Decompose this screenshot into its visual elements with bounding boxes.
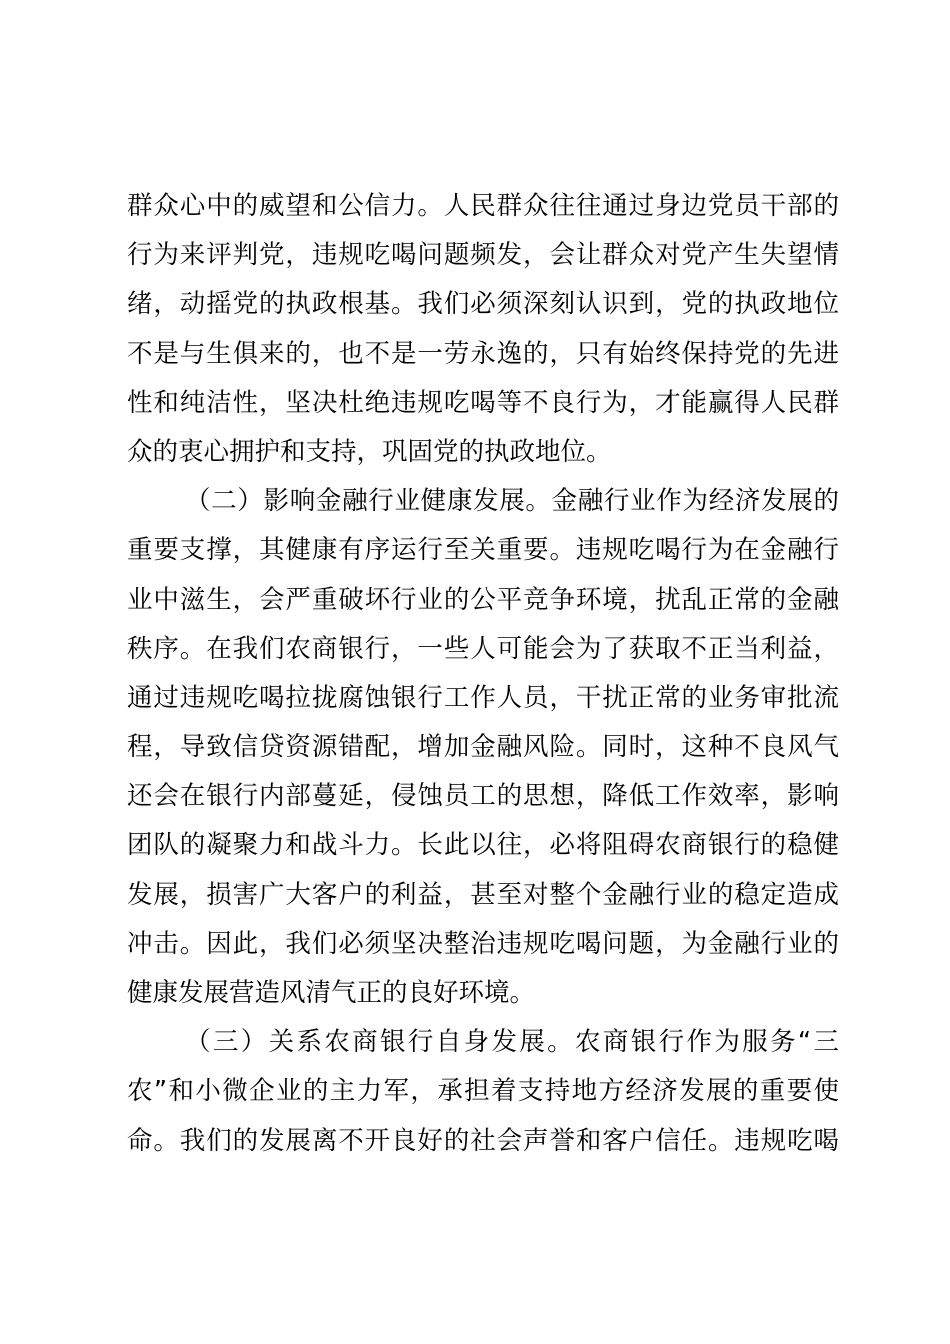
text-line: 农”和小微企业的主力军，承担着支持地方经济发展的重要使: [127, 1076, 839, 1107]
text-line: 不是与生俱来的，也不是一劳永逸的，只有始终保持党的先进: [127, 338, 839, 369]
text-line: 发展，损害广大客户的利益，甚至对整个金融行业的稳定造成: [127, 879, 839, 910]
text-line: 重要支撑，其健康有序运行至关重要。违规吃喝行为在金融行: [127, 535, 839, 566]
text-line: 健康发展营造风清气正的良好环境。: [127, 978, 536, 1008]
text-line: 秩序。在我们农商银行，一些人可能会为了获取不正当利益，: [127, 633, 839, 664]
text-line: 团队的凝聚力和战斗力。长此以往，必将阻碍农商银行的稳健: [127, 830, 839, 861]
text-line: 绪，动摇党的执政根基。我们必须深刻认识到，党的执政地位: [127, 289, 839, 320]
section-heading-line: （二）影响金融行业健康发展。金融行业作为经济发展的: [185, 486, 839, 517]
text-line: 通过违规吃喝拉拢腐蚀银行工作人员，干扰正常的业务审批流: [127, 682, 839, 713]
text-line: 众的衷心拥护和支持，巩固党的执政地位。: [127, 436, 612, 467]
section-heading-line: （三）关系农商银行自身发展。农商银行作为服务“三: [185, 1027, 839, 1058]
text-line: 冲击。因此，我们必须坚决整治违规吃喝问题，为金融行业的: [127, 928, 839, 959]
text-line: 行为来评判党，违规吃喝问题频发，会让群众对党产生失望情: [127, 240, 839, 271]
text-line: 命。我们的发展离不开良好的社会声誉和客户信任。违规吃喝: [127, 1125, 839, 1156]
document-body: [127, 182, 839, 1166]
text-line: 群众心中的威望和公信力。人民群众往往通过身边党员干部的: [127, 191, 839, 221]
text-line: 业中滋生，会严重破坏行业的公平竞争环境，扰乱正常的金融: [127, 584, 839, 615]
text-line: 性和纯洁性，坚决杜绝违规吃喝等不良行为，才能赢得人民群: [127, 387, 839, 418]
text-line: 程，导致信贷资源错配，增加金融风险。同时，这种不良风气: [127, 732, 839, 763]
text-line: 还会在银行内部蔓延，侵蚀员工的思想，降低工作效率，影响: [127, 781, 839, 812]
